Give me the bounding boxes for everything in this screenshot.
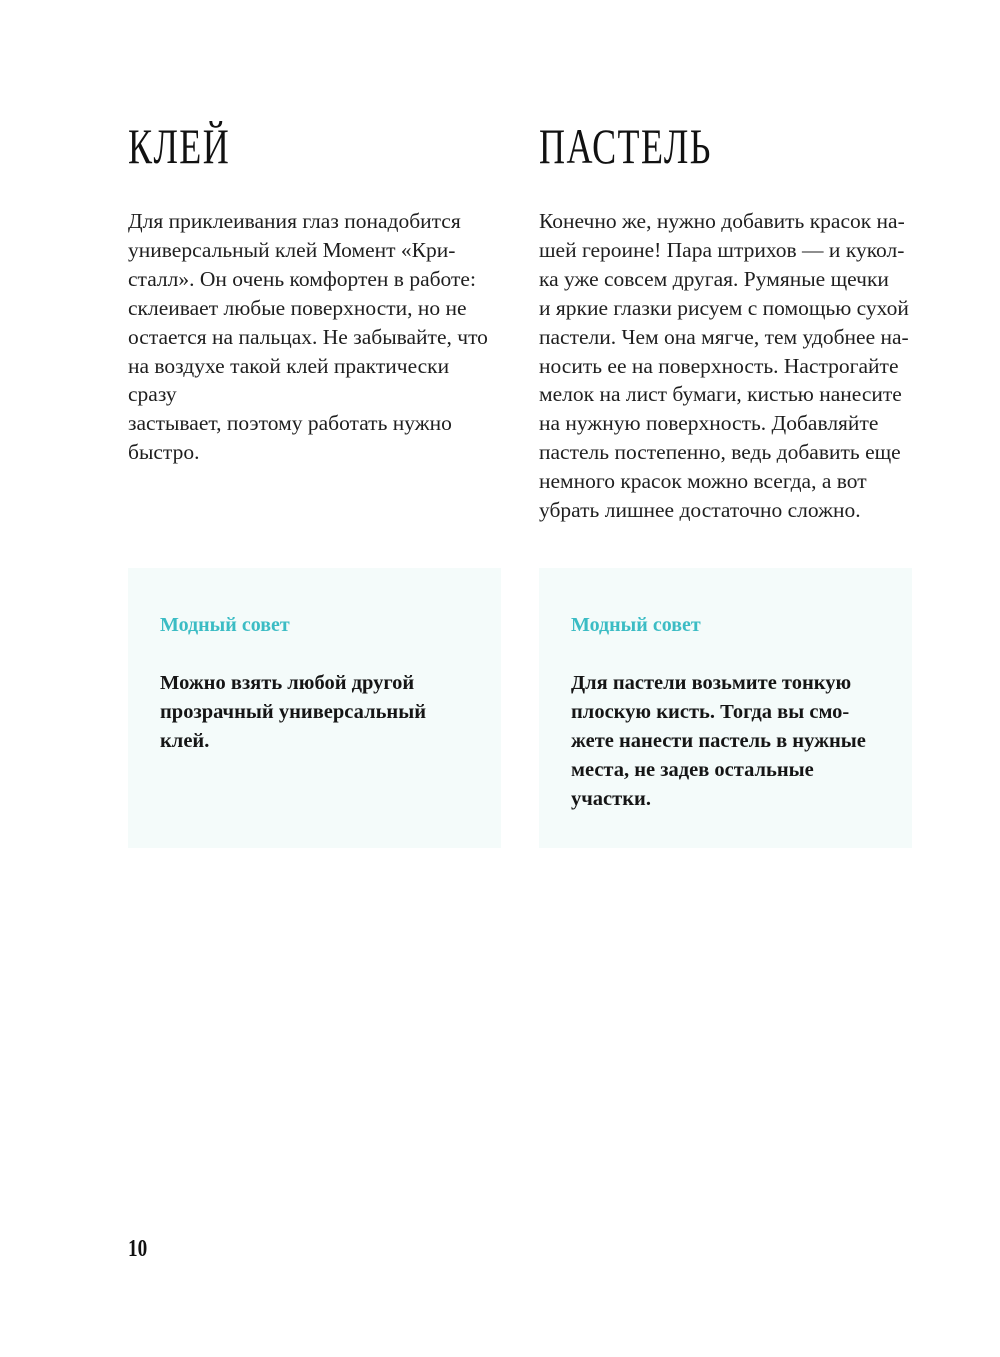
section-title-glue: КЛЕЙ [128, 118, 231, 174]
section-body-glue: Для приклеивания глаз понадобится универсальный клей Момент «Кри- сталл». Он очень комфортен в работе: склеивает любые поверхности, но не остается на пальцах. Не забывайте, что на воздухе такой клей практически сразу застывает, поэтому работать нужно быстро. [128, 209, 488, 465]
tip-heading-glue: Модный совет [160, 614, 290, 636]
section-pastel [539, 118, 914, 523]
tip-box-pastel [539, 568, 912, 848]
tip-box-glue [128, 568, 501, 848]
page-number: 10 [128, 1236, 148, 1262]
tip-text-glue: Можно взять любой другой прозрачный универсальный клей. [160, 672, 427, 752]
section-body-pastel: Конечно же, нужно добавить красок на- шей героине! Пара штрихов — и кукол- ка уже совсем другая. Румяные щечки и яркие глазки рисуем с помощью сухой пастели. Чем она мягче, тем удобнее на- носить ее на поверхность. Настрогайте мелок на лист бумаги, кистью нанесите на нужную поверхность. Добавляйте пастель постепенно, ведь добавить еще немного красок можно всегда, а вот убрать лишнее достаточно сложно. [539, 209, 909, 523]
tip-text-pastel: Для пастели возьмите тонкую плоскую кисть. Тогда вы смо- жете нанести пастель в нужные места, не задев остальные участки. [571, 672, 866, 810]
tip-heading-pastel: Модный совет [571, 614, 701, 636]
section-glue [128, 118, 503, 465]
section-title-pastel: ПАСТЕЛЬ [539, 118, 712, 174]
